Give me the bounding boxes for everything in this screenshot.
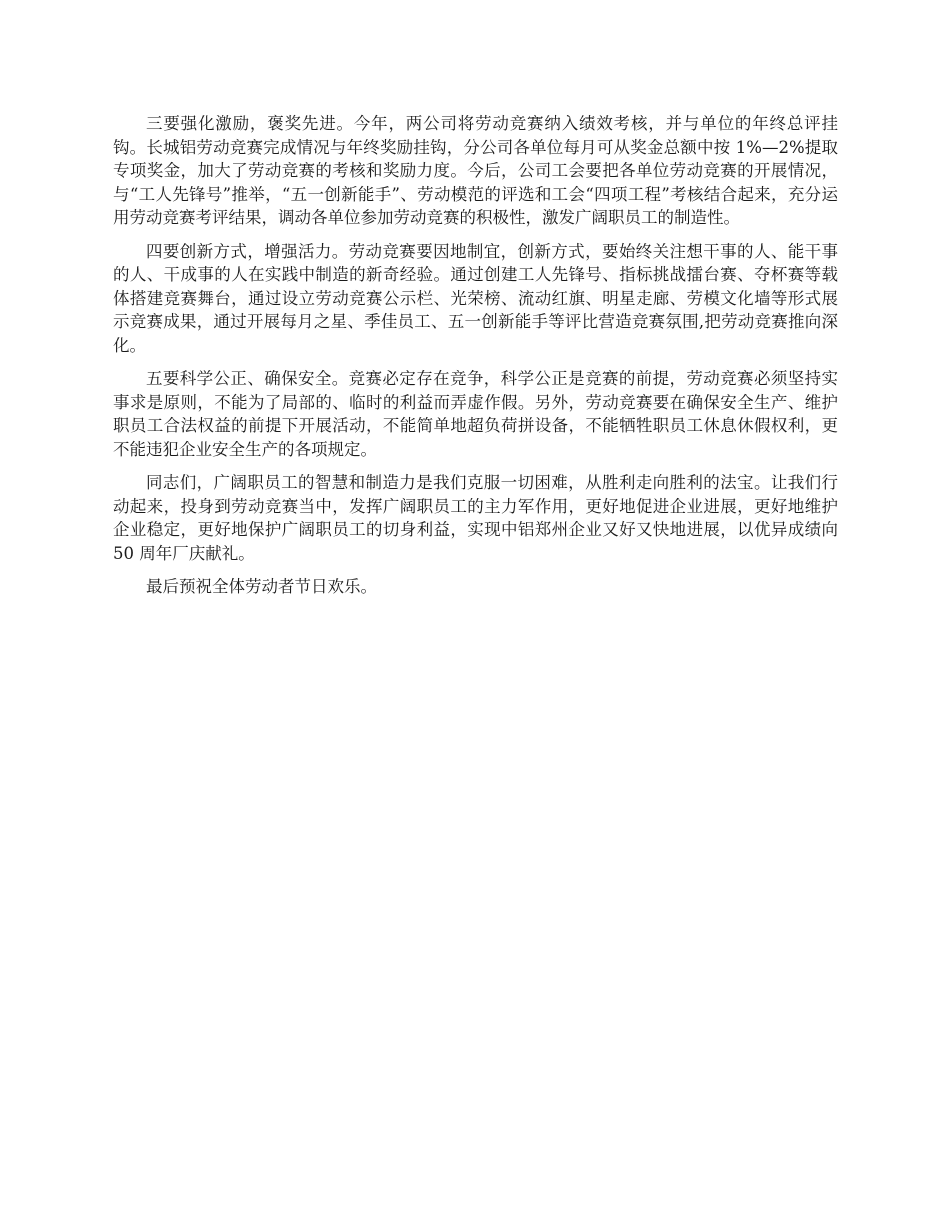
paragraph-innovation: 四要创新方式，增强活力。劳动竞赛要因地制宜，创新方式，要始终关注想干事的人、能干事的人、干成事的人在实践中制造的新奇经验。通过创建工人先锋号、指标挑战擂台赛、夺杯赛等载体搭建竞赛舞台，通过设立劳动竞赛公示栏、光荣榜、流动红旗、明星走廊、劳模文化墙等形式展示竞赛成果，通过开展每月之星、季佳员工、五一创新能手等评比营造竞赛氛围,把劳动竞赛推向深化。: [113, 241, 838, 355]
paragraph-fairness-safety: 五要科学公正、确保安全。竞赛必定存在竞争，科学公正是竞赛的前提，劳动竞赛必须坚持实事求是原则，不能为了局部的、临时的利益而弄虚作假。另外，劳动竞赛要在确保安全生产、维护职员工合法权益的前提下开展活动，不能简单地超负荷拼设备，不能牺牲职员工休息休假权利，更不能违犯企业安全生产的各项规定。: [113, 369, 838, 459]
paragraph-incentives: 三要强化激励，褒奖先进。今年，两公司将劳动竞赛纳入绩效考核，并与单位的年终总评挂钩。长城铝劳动竞赛完成情况与年终奖励挂钩，分公司各单位每月可从奖金总额中按 1%—2%提取专项奖金，加大了劳动竞赛的考核和奖励力度。今后，公司工会要把各单位劳动竞赛的开展情况，与“工人先锋号”推举，“五一创新能手”、劳动模范的评选和工会“四项工程”考核结合起来，充分运用劳动竞赛考评结果，调动各单位参加劳动竞赛的积极性，激发广阔职员工的制造性。: [113, 114, 838, 227]
paragraph-closing-wishes: 最后预祝全体劳动者节日欢乐。: [146, 577, 377, 596]
document-body: [113, 112, 838, 609]
paragraph-call-to-action: 同志们，广阔职员工的智慧和制造力是我们克服一切困难，从胜利走向胜利的法宝。让我们行动起来，投身到劳动竞赛当中，发挥广阔职员工的主力军作用，更好地促进企业进展，更好地维护企业稳定，更好地保护广阔职员工的切身利益，实现中铝郑州企业又好又快地进展，以优异成绩向 50 周年厂庆献礼。: [113, 473, 838, 563]
